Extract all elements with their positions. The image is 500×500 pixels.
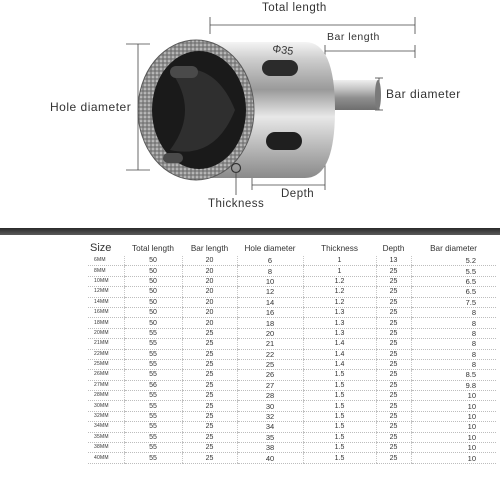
thickness-cell: 1.4 — [303, 339, 376, 349]
hole-diameter-cell: 20 — [237, 328, 303, 338]
bar-diameter-cell: 5.2 — [411, 256, 496, 266]
table-row — [88, 266, 496, 276]
total-length-cell: 55 — [124, 453, 182, 463]
bar-diameter-label: Bar diameter — [386, 87, 461, 101]
total-length-cell: 55 — [124, 339, 182, 349]
thickness-cell: 1.5 — [303, 453, 376, 463]
bar-length-cell: 25 — [182, 422, 237, 432]
size-cell: 18MM — [88, 318, 124, 328]
hole-diameter-cell: 35 — [237, 432, 303, 442]
bar-length-cell: 25 — [182, 370, 237, 380]
total-length-cell: 55 — [124, 359, 182, 369]
size-cell: 21MM — [88, 339, 124, 349]
bar-length-cell: 20 — [182, 276, 237, 286]
table-row — [88, 256, 496, 266]
hole-diameter-cell: 14 — [237, 297, 303, 307]
table-row — [88, 401, 496, 411]
product-diagram — [0, 0, 500, 225]
header-thickness: Thickness — [321, 243, 358, 253]
depth-cell: 25 — [376, 411, 411, 421]
depth-cell: 25 — [376, 339, 411, 349]
depth-cell: 25 — [376, 349, 411, 359]
bar-diameter-cell: 8 — [411, 318, 496, 328]
thickness-cell: 1.5 — [303, 401, 376, 411]
size-cell: 40MM — [88, 453, 124, 463]
bar-length-cell: 20 — [182, 266, 237, 276]
hole-diameter-cell: 10 — [237, 276, 303, 286]
total-length-cell: 55 — [124, 401, 182, 411]
size-cell: 26MM — [88, 370, 124, 380]
thickness-cell: 1.4 — [303, 359, 376, 369]
table-row — [88, 349, 496, 359]
thickness-cell: 1.5 — [303, 380, 376, 390]
size-engraving: Φ35 — [271, 43, 295, 58]
table-header-row — [88, 240, 496, 256]
size-cell: 32MM — [88, 411, 124, 421]
hole-diameter-cell: 21 — [237, 339, 303, 349]
bar-length-cell: 25 — [182, 432, 237, 442]
size-cell: 30MM — [88, 401, 124, 411]
size-cell: 6MM — [88, 256, 124, 266]
total-length-cell: 50 — [124, 276, 182, 286]
table-row — [88, 432, 496, 442]
total-length-cell: 55 — [124, 411, 182, 421]
depth-cell: 25 — [376, 370, 411, 380]
table-row — [88, 391, 496, 401]
table-row — [88, 453, 496, 463]
thickness-label: Thickness — [208, 198, 265, 210]
size-cell: 14MM — [88, 297, 124, 307]
size-cell: 28MM — [88, 391, 124, 401]
bar-diameter-cell: 8 — [411, 349, 496, 359]
hole-diameter-cell: 25 — [237, 359, 303, 369]
total-length-cell: 50 — [124, 266, 182, 276]
depth-cell: 25 — [376, 276, 411, 286]
hole-diameter-label: Hole diameter — [50, 100, 132, 114]
bar-diameter-cell: 9.8 — [411, 380, 496, 390]
section-divider — [0, 228, 500, 235]
hole-diameter-cell: 8 — [237, 266, 303, 276]
spec-table — [88, 240, 496, 464]
depth-cell: 25 — [376, 432, 411, 442]
side-slot-upper — [262, 60, 298, 76]
header-total-length: Total length — [132, 243, 174, 253]
total-length-cell: 55 — [124, 349, 182, 359]
bar-length-cell: 20 — [182, 307, 237, 317]
hole-diameter-cell: 28 — [237, 391, 303, 401]
total-length-cell: 56 — [124, 380, 182, 390]
size-cell: 25MM — [88, 359, 124, 369]
table-row — [88, 328, 496, 338]
bar-length-cell: 20 — [182, 297, 237, 307]
size-cell: 35MM — [88, 432, 124, 442]
bar-length-cell: 25 — [182, 401, 237, 411]
thickness-cell: 1.3 — [303, 328, 376, 338]
bar-diameter-cell: 6.5 — [411, 287, 496, 297]
depth-cell: 25 — [376, 359, 411, 369]
thickness-cell: 1.3 — [303, 307, 376, 317]
table-row — [88, 443, 496, 453]
table-row — [88, 380, 496, 390]
depth-cell: 25 — [376, 453, 411, 463]
total-length-label: Total length — [262, 2, 327, 14]
depth-cell: 25 — [376, 266, 411, 276]
thickness-cell: 1.5 — [303, 370, 376, 380]
bar-diameter-cell: 5.5 — [411, 266, 496, 276]
size-cell: 22MM — [88, 349, 124, 359]
thickness-cell: 1.4 — [303, 349, 376, 359]
table-row — [88, 318, 496, 328]
total-length-cell: 50 — [124, 256, 182, 266]
depth-cell: 25 — [376, 297, 411, 307]
header-size: Size — [90, 242, 112, 254]
depth-cell: 25 — [376, 443, 411, 453]
size-cell: 34MM — [88, 422, 124, 432]
table-row — [88, 422, 496, 432]
table-row — [88, 276, 496, 286]
table-row — [88, 297, 496, 307]
hole-diameter-cell: 22 — [237, 349, 303, 359]
bar-length-dimension — [325, 45, 415, 58]
hole-diameter-cell: 26 — [237, 370, 303, 380]
size-cell: 8MM — [88, 266, 124, 276]
thickness-cell: 1.5 — [303, 432, 376, 442]
hole-diameter-cell: 38 — [237, 443, 303, 453]
thickness-cell: 1 — [303, 256, 376, 266]
size-cell: 10MM — [88, 276, 124, 286]
bar-diameter-cell: 8 — [411, 307, 496, 317]
bar-length-cell: 25 — [182, 443, 237, 453]
size-cell: 20MM — [88, 328, 124, 338]
total-length-cell: 50 — [124, 307, 182, 317]
depth-cell: 25 — [376, 422, 411, 432]
depth-cell: 25 — [376, 391, 411, 401]
depth-cell: 25 — [376, 401, 411, 411]
total-length-dimension — [210, 17, 415, 34]
bar-diameter-cell: 10 — [411, 401, 496, 411]
thickness-cell: 1 — [303, 266, 376, 276]
hole-diameter-cell: 32 — [237, 411, 303, 421]
hole-diameter-cell: 30 — [237, 401, 303, 411]
bar-length-label: Bar length — [327, 31, 380, 43]
total-length-cell: 55 — [124, 391, 182, 401]
table-row — [88, 411, 496, 421]
total-length-cell: 50 — [124, 287, 182, 297]
bar-length-cell: 25 — [182, 339, 237, 349]
table-row — [88, 287, 496, 297]
bar-length-cell: 20 — [182, 318, 237, 328]
size-cell: 12MM — [88, 287, 124, 297]
total-length-cell: 50 — [124, 318, 182, 328]
hole-diameter-cell: 40 — [237, 453, 303, 463]
bar-diameter-cell: 8 — [411, 328, 496, 338]
size-cell: 16MM — [88, 307, 124, 317]
thickness-cell: 1.2 — [303, 297, 376, 307]
bar-diameter-cell: 6.5 — [411, 276, 496, 286]
hole-diameter-cell: 34 — [237, 422, 303, 432]
bar-length-cell: 25 — [182, 411, 237, 421]
hole-diameter-cell: 18 — [237, 318, 303, 328]
table-row — [88, 359, 496, 369]
hole-diameter-cell: 16 — [237, 307, 303, 317]
side-slot-lower — [266, 132, 302, 150]
total-length-cell: 55 — [124, 370, 182, 380]
bar-length-cell: 25 — [182, 328, 237, 338]
total-length-cell: 50 — [124, 297, 182, 307]
thickness-cell: 1.5 — [303, 411, 376, 421]
total-length-cell: 55 — [124, 443, 182, 453]
table-row — [88, 339, 496, 349]
hole-diameter-cell: 27 — [237, 380, 303, 390]
total-length-cell: 55 — [124, 432, 182, 442]
bar-diameter-cell: 7.5 — [411, 297, 496, 307]
size-cell: 38MM — [88, 443, 124, 453]
bar-diameter-cell: 10 — [411, 453, 496, 463]
bar-diameter-cell: 8.5 — [411, 370, 496, 380]
hole-diameter-cell: 12 — [237, 287, 303, 297]
bar-diameter-cell: 10 — [411, 443, 496, 453]
bar-length-cell: 20 — [182, 287, 237, 297]
header-hole-diameter: Hole diameter — [244, 243, 296, 253]
table-body — [88, 256, 496, 463]
bar-diameter-cell: 10 — [411, 422, 496, 432]
thickness-cell: 1.2 — [303, 287, 376, 297]
bar-length-cell: 25 — [182, 391, 237, 401]
bar-length-cell: 25 — [182, 453, 237, 463]
bar-diameter-cell: 10 — [411, 432, 496, 442]
depth-cell: 25 — [376, 380, 411, 390]
bar-diameter-cell: 10 — [411, 411, 496, 421]
depth-cell: 13 — [376, 256, 411, 266]
hole-diameter-cell: 6 — [237, 256, 303, 266]
total-length-cell: 55 — [124, 328, 182, 338]
header-bar-length: Bar length — [190, 243, 229, 253]
bar-diameter-cell: 8 — [411, 339, 496, 349]
table-row — [88, 370, 496, 380]
thickness-cell: 1.2 — [303, 276, 376, 286]
bar-diameter-cell: 8 — [411, 359, 496, 369]
total-length-cell: 55 — [124, 422, 182, 432]
depth-label: Depth — [281, 188, 315, 200]
depth-cell: 25 — [376, 307, 411, 317]
depth-cell: 25 — [376, 318, 411, 328]
header-bar-diameter: Bar diameter — [430, 243, 477, 253]
header-depth: Depth — [382, 243, 405, 253]
bar-length-cell: 25 — [182, 380, 237, 390]
thickness-cell: 1.3 — [303, 318, 376, 328]
thickness-cell: 1.5 — [303, 422, 376, 432]
depth-cell: 25 — [376, 328, 411, 338]
thickness-cell: 1.5 — [303, 391, 376, 401]
table-row — [88, 307, 496, 317]
thickness-cell: 1.5 — [303, 443, 376, 453]
depth-cell: 25 — [376, 287, 411, 297]
bar-length-cell: 25 — [182, 359, 237, 369]
bar-length-cell: 25 — [182, 349, 237, 359]
size-cell: 27MM — [88, 380, 124, 390]
bar-diameter-cell: 10 — [411, 391, 496, 401]
bar-length-cell: 20 — [182, 256, 237, 266]
